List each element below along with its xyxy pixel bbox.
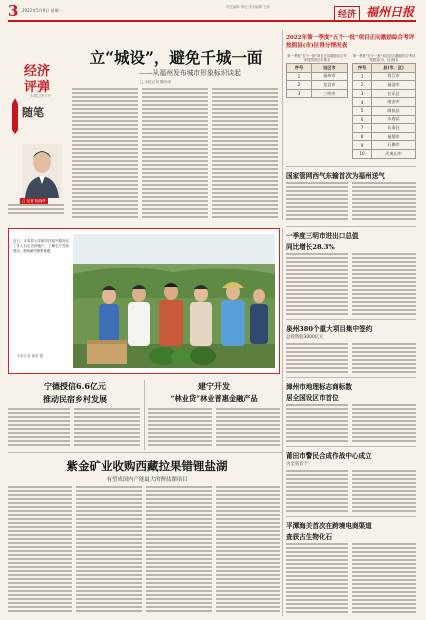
- quanzhou-subheadline: 总投资超3000亿元: [286, 335, 324, 340]
- story-divider: [286, 226, 416, 227]
- author-badge: □ 记者 阮晓华: [22, 199, 46, 203]
- column-brand-line2: 评弹: [24, 80, 51, 95]
- story-divider: [286, 319, 416, 320]
- column-text: [8, 204, 64, 218]
- table-row: 3 长乐区: [353, 89, 416, 98]
- table-left-caption: 第一季度“五个一批”项目正向激励综合考评按照设区市排名: [287, 54, 347, 63]
- putian-body: [286, 470, 348, 514]
- table-left-grid: [286, 63, 348, 98]
- column-pen-icon: [12, 98, 18, 134]
- zijin-headline: 紫金矿业收购西藏拉果错锂盐湖: [66, 459, 228, 473]
- table-left: [286, 54, 348, 98]
- pingtan-body: [286, 543, 348, 615]
- tech-body: [286, 182, 348, 222]
- table-title: 2022年第一季度“五个一批”项目正向激励综合考评按照县(市)区得分情况表: [286, 35, 415, 49]
- story-divider: [286, 377, 416, 378]
- column-brand-line1: 经济: [24, 64, 51, 79]
- photo-caption: 近日，永泰县大洋镇乡村振兴服务站工作人员走访种植户，了解生产经营情况，帮助解决销售难题。: [13, 239, 69, 254]
- table-header: 设区市: [311, 64, 347, 73]
- table-header: 序号: [353, 64, 372, 73]
- table-row: 10 武夷山市: [353, 149, 416, 158]
- quanzhou-headline: 泉州380个重大项目集中签约: [286, 325, 373, 333]
- tech-body-2: [352, 182, 416, 222]
- feature-photo: [73, 234, 275, 368]
- quanzhou-body: [286, 343, 348, 375]
- table-row: 3 三明市: [287, 89, 348, 98]
- editor-line: 责任编辑 李仕 美术编辑 王燕: [226, 5, 270, 9]
- author-portrait: [22, 144, 62, 198]
- zijin-body-col1: [8, 486, 72, 616]
- ningde-headline: 宁德授信6.6亿元: [44, 381, 106, 391]
- section-label: 经济: [334, 6, 360, 21]
- quanzhou-body-2: [352, 343, 416, 375]
- table-right: [352, 54, 416, 159]
- growth-body: [286, 253, 348, 317]
- zijin-subheadline: 有望成国内产能最大的锂盐湖项目: [106, 477, 188, 483]
- table-row: 7 长泰区: [353, 124, 416, 133]
- jianning-headline: 建宁开发: [198, 381, 230, 391]
- photo-frame: [8, 228, 280, 374]
- table-row: 9 石狮市: [353, 141, 416, 150]
- column-tag: 本报记者专栏: [30, 94, 52, 98]
- lead-title: 立“城设”，避免千城一面: [89, 48, 263, 67]
- table-row: 5 闽侯县: [353, 106, 416, 115]
- table-row: 4 南安市: [353, 98, 416, 107]
- jianning-subheadline: “林业贷”林业普惠金融产品: [170, 394, 258, 403]
- jianning-body-2: [216, 408, 280, 448]
- lead-body-col1: [72, 88, 138, 218]
- band-rule: [8, 452, 282, 453]
- middle-divider: [144, 380, 145, 450]
- table-row: 6 永春县: [353, 115, 416, 124]
- lead-divider: [282, 30, 283, 220]
- table-right-caption: 第一季度“五个一批”项目正向激励综合考评按照县(市、区)排名: [352, 54, 416, 63]
- table-right-grid: [352, 63, 416, 159]
- growth-headline: 一季度三明市进出口总值: [286, 232, 359, 240]
- lead-body-col2: [142, 88, 208, 218]
- table-row: 8 福鼎市: [353, 132, 416, 141]
- lead-subtitle: ——从福州发布城市形象标识谈起: [139, 69, 241, 77]
- zijin-body-col2: [76, 486, 142, 616]
- lead-body-col3: [212, 88, 278, 218]
- table-row: 1 晋江市: [353, 72, 416, 81]
- putian-body-2: [352, 470, 416, 514]
- lead-byline: □ 本报记者 魏华南: [140, 80, 171, 84]
- column-brand-line3: 随笔: [22, 106, 44, 119]
- zijin-body-col3: [146, 486, 212, 616]
- ningde-subheadline: 推动民宿乡村发展: [43, 394, 107, 404]
- zhangzhou-body-2: [352, 404, 416, 444]
- story-divider: [286, 516, 416, 517]
- table-row: 2 龙岩市: [287, 81, 348, 90]
- zhangzhou-headline: 漳州市地理标志商标数: [286, 383, 352, 391]
- zhangzhou-body: [286, 404, 348, 444]
- putian-headline: 莆田市警民合成作战中心成立: [286, 452, 372, 460]
- table-bottom-rule: [286, 166, 416, 167]
- growth-body-2: [352, 253, 416, 317]
- masthead-rule: [8, 20, 416, 22]
- tech-headline: 国家管网西气东输首次为福州送气: [286, 172, 385, 180]
- table-row: 1 福州市: [287, 72, 348, 81]
- putian-subheadline: 为全省首个: [286, 462, 308, 467]
- story-divider: [286, 446, 416, 447]
- pingtan-headline: 平潭海关首次在跨境电商渠道: [286, 522, 372, 530]
- photo-credit: 本报记者 潘荣 摄: [17, 354, 43, 358]
- ningde-body-2: [74, 408, 140, 448]
- table-row: 2 福清市: [353, 81, 416, 90]
- table-header: 序号: [287, 64, 312, 73]
- page-number: 3: [8, 2, 19, 20]
- zijin-body-col4: [216, 486, 280, 616]
- ningde-body: [8, 408, 70, 448]
- paper-name: 福州日报: [366, 5, 415, 19]
- pingtan-body-2: [352, 543, 416, 615]
- jianning-body: [148, 408, 212, 448]
- right-column-divider: [282, 228, 283, 616]
- date-line: 2022年5月9日 星期一: [22, 8, 63, 13]
- zhangzhou-subheadline: 居全国设区市首位: [286, 394, 339, 402]
- masthead: [0, 0, 426, 36]
- growth-subheadline: 同比增长28.3%: [286, 243, 335, 251]
- pingtan-subheadline: 查获古生物化石: [286, 533, 333, 541]
- table-header: 县(市、区): [372, 64, 416, 73]
